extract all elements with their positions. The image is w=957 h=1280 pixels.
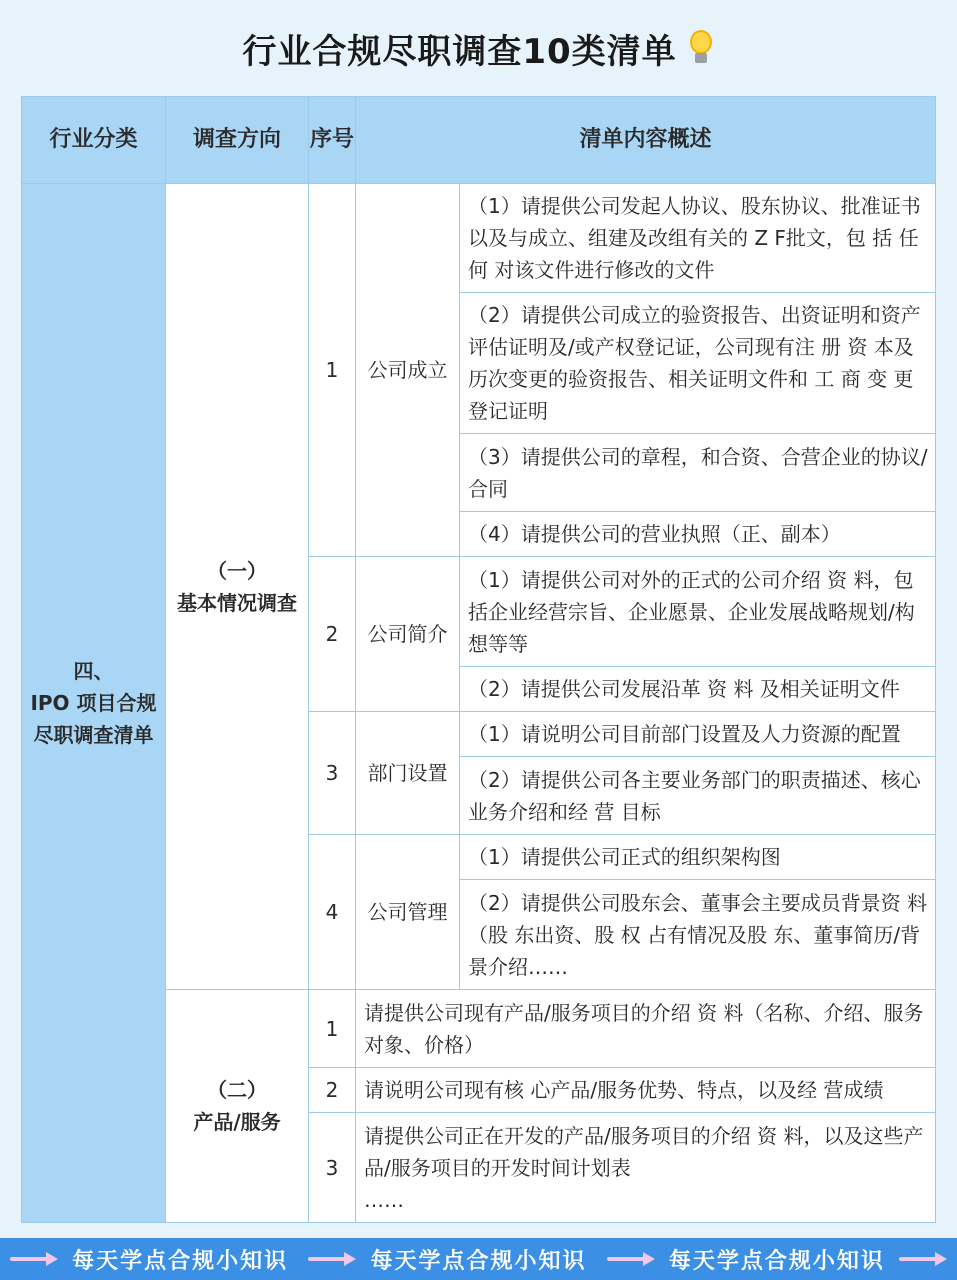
item-cell: （3）请提供公司的章程，和合资、合营企业的协议/合同 (460, 434, 936, 512)
direction-line-2: 产品/服务 (193, 1110, 281, 1134)
seq-cell: 2 (309, 557, 356, 712)
direction-line-1: （二） (207, 1078, 267, 1102)
footer-item (607, 1244, 947, 1275)
item-cell: （1）请说明公司目前部门设置及人力资源的配置 (460, 712, 936, 757)
seq-cell: 4 (309, 835, 356, 990)
direction-cell (166, 184, 309, 990)
item-cell: （2）请提供公司各主要业务部门的职责描述、核心业务介绍和经 营 目标 (460, 757, 936, 835)
category-line-1: 四、 (73, 659, 114, 683)
arrow-right-icon (607, 1252, 655, 1266)
item-cell: （2）请提供公司成立的验资报告、出资证明和资产评估证明及/或产权登记证，公司现有注 册 资 本及历次变更的验资报告、相关证明文件和 工 商 变 更 登记证明 (460, 293, 936, 434)
table-row (22, 184, 936, 293)
item-cell: （2）请提供公司股东会、董事会主要成员背景资 料（股 东出资、股 权 占有情况及股 东、董事简历/背景介绍…… (460, 880, 936, 990)
footer-banner (0, 1238, 957, 1280)
seq-cell: 3 (309, 712, 356, 835)
item-cell: （2）请提供公司发展沿革 资 料 及相关证明文件 (460, 667, 936, 712)
arrow-right-icon (899, 1252, 947, 1266)
header-content: 清单内容概述 (356, 97, 936, 184)
title-text: 行业合规尽职调查10类清单 (242, 31, 677, 72)
header-row (22, 97, 936, 184)
footer-slogan: 每天学点合规小知识 (72, 1248, 289, 1274)
item-cell: （1）请提供公司正式的组织架构图 (460, 835, 936, 880)
footer-item (10, 1244, 288, 1275)
item-ellipsis: …… (364, 1187, 404, 1212)
header-category: 行业分类 (22, 97, 166, 184)
arrow-right-icon (308, 1252, 356, 1266)
item-cell (356, 1113, 936, 1223)
item-cell: 请提供公司现有产品/服务项目的介绍 资 料（名称、介绍、服务对象、价格） (356, 990, 936, 1068)
footer-slogan: 每天学点合规小知识 (668, 1248, 885, 1274)
seq-cell: 3 (309, 1113, 356, 1223)
seq-cell: 1 (309, 184, 356, 557)
item-cell: 请说明公司现有核 心产品/服务优势、特点，以及经 营成绩 (356, 1068, 936, 1113)
lightbulb-icon (687, 28, 715, 68)
footer-item (308, 1244, 586, 1275)
direction-cell (166, 990, 309, 1223)
subtopic-cell: 公司成立 (356, 184, 460, 557)
footer-slogan: 每天学点合规小知识 (370, 1248, 587, 1274)
header-seq: 序号 (309, 97, 356, 184)
category-line-2: IPO 项目合规 (30, 691, 157, 715)
page-title (0, 18, 957, 78)
category-line-3: 尽职调查清单 (33, 723, 154, 747)
direction-line-1: （一） (207, 558, 267, 583)
category-cell (22, 184, 166, 1223)
header-direction: 调查方向 (166, 97, 309, 184)
item-cell: （1）请提供公司发起人协议、股东协议、批准证书以及与成立、组建及改组有关的 Z F批文，包 括 任 何 对该文件进行修改的文件 (460, 184, 936, 293)
seq-cell: 2 (309, 1068, 356, 1113)
item-cell: （4）请提供公司的营业执照（正、副本） (460, 512, 936, 557)
seq-cell: 1 (309, 990, 356, 1068)
item-text: 请提供公司正在开发的产品/服务项目的介绍 资 料，以及这些产品/服务项目的开发时间计划表 (364, 1123, 924, 1180)
item-cell: （1）请提供公司对外的正式的公司介绍 资 料，包括企业经营宗旨、企业愿景、企业发展战略规划/构想等等 (460, 557, 936, 667)
subtopic-cell: 公司管理 (356, 835, 460, 990)
arrow-right-icon (10, 1252, 58, 1266)
subtopic-cell: 公司简介 (356, 557, 460, 712)
checklist-table (21, 96, 936, 1223)
subtopic-cell: 部门设置 (356, 712, 460, 835)
direction-line-2: 基本情况调查 (177, 590, 297, 615)
